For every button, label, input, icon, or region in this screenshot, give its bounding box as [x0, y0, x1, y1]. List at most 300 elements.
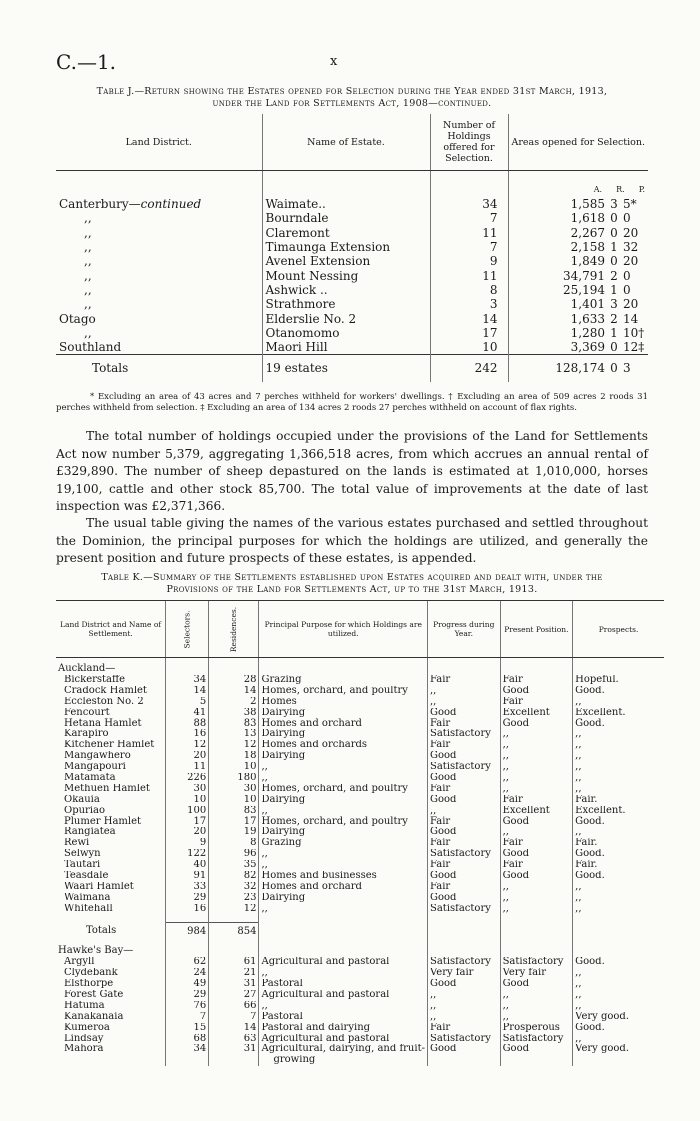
- selectors-cell: 16: [166, 904, 209, 915]
- blank-cell: [166, 658, 209, 675]
- purpose-cell: Dairying: [259, 751, 428, 762]
- estate-cell: [262, 297, 430, 311]
- purpose-cell: ,,: [259, 968, 428, 979]
- purpose-cell: Agricultural and pastoral: [259, 990, 428, 1001]
- settlement-name: Argyll: [64, 957, 95, 968]
- purpose-cell: Pastoral: [259, 1012, 428, 1023]
- estate-cell: [262, 326, 430, 340]
- settlement-name: Waari Hamlet: [64, 881, 134, 892]
- settlement-row: [56, 806, 664, 817]
- blank-cell: [209, 914, 259, 923]
- area-roods: 2: [610, 268, 618, 283]
- settlement-name: Fencourt: [64, 707, 110, 718]
- settlement-row: [56, 871, 664, 882]
- units-arp: [508, 171, 648, 198]
- settlement-name: Karapiro: [64, 729, 109, 740]
- residences-cell: 83: [209, 718, 259, 729]
- purpose-cell: Agricultural and pastoral: [259, 957, 428, 968]
- progress-cell: Satisfactory: [427, 1034, 500, 1045]
- district-name: ,,: [84, 211, 92, 226]
- table-row: [56, 283, 648, 297]
- purpose-cell: Homes, orchard, and poultry: [259, 816, 428, 827]
- position-cell: Good: [500, 1044, 573, 1055]
- district-cell: [56, 211, 262, 225]
- progress-cell: Fair: [427, 675, 500, 686]
- prospects-cell: Very good.: [573, 1012, 664, 1023]
- settlement-name: Eccleston No. 2: [64, 696, 144, 707]
- purpose-cell: Homes and orchards: [259, 740, 428, 751]
- purpose-cell: Pastoral: [259, 979, 428, 990]
- district-cell: [56, 326, 262, 340]
- totals-acres: 128,174: [555, 361, 605, 376]
- estate-cell-text: Claremont: [265, 225, 330, 240]
- progress-cell: Satisfactory: [427, 762, 500, 773]
- purpose-cell: ,,: [259, 860, 428, 871]
- residences-cell: 2: [209, 697, 259, 708]
- selectors-cell: 40: [166, 860, 209, 871]
- purpose-cell: Grazing: [259, 838, 428, 849]
- col-progress: Progress during Year.: [427, 601, 500, 658]
- purpose-cell: ,,: [259, 806, 428, 817]
- prospects-cell: Fair.: [573, 860, 664, 871]
- area-roods: 3: [610, 297, 618, 312]
- settlement-name: Mahora: [64, 1044, 104, 1055]
- purpose-cell: Pastoral and dairying: [259, 1023, 428, 1034]
- settlement-row: [56, 773, 664, 784]
- purpose-cell: ,,: [259, 849, 428, 860]
- area-roods: 0: [610, 254, 618, 269]
- area-perches: 0: [623, 211, 631, 226]
- blank-cell: [427, 658, 500, 675]
- settlement-name: Kumeroa: [64, 1022, 110, 1033]
- selectors-cell: 29: [166, 990, 209, 1001]
- settlement-name: Hatuma: [64, 1000, 105, 1011]
- district-cell: [56, 197, 262, 211]
- blank-cell: [259, 923, 428, 940]
- district-name: ,,: [84, 268, 92, 283]
- progress-cell: Very fair: [427, 968, 500, 979]
- settlement-row: [56, 957, 664, 968]
- progress-cell: Fair: [427, 860, 500, 871]
- selectors-cell: 33: [166, 882, 209, 893]
- position-cell: ,,: [500, 990, 573, 1001]
- col-estate: Name of Estate.: [262, 114, 430, 171]
- settlement-row: [56, 816, 664, 827]
- district-cell: [56, 226, 262, 240]
- selectors-cell: 30: [166, 784, 209, 795]
- purpose-cell: Homes, orchard, and poultry: [259, 686, 428, 697]
- selectors-cell: 68: [166, 1034, 209, 1045]
- settlement-name: Mangapouri: [64, 762, 126, 773]
- settlement-name: Methuen Hamlet: [64, 783, 150, 794]
- estate-cell: [262, 211, 430, 225]
- progress-cell: Fair: [427, 816, 500, 827]
- col-position: Present Position.: [500, 601, 573, 658]
- residences-cell: 10: [209, 795, 259, 806]
- residences-cell: 31: [209, 979, 259, 990]
- prospects-cell: Fair.: [573, 838, 664, 849]
- area-perches: 0: [623, 282, 631, 297]
- settlement-name: Elsthorpe: [64, 979, 114, 990]
- auckland-heading-label: Auckland—: [58, 663, 116, 675]
- settlement-name: Tautari: [64, 860, 101, 871]
- district-cell: [56, 311, 262, 325]
- area-cell: [508, 311, 648, 325]
- district-name: ,,: [84, 325, 92, 340]
- settlement-name: Plumer Hamlet: [64, 816, 142, 827]
- blank-cell: [209, 940, 259, 957]
- selectors-cell: 62: [166, 957, 209, 968]
- area-cell: [508, 211, 648, 225]
- estate-cell: [262, 240, 430, 254]
- units-blank-3: [430, 171, 508, 198]
- residences-cell: 8: [209, 838, 259, 849]
- area-acres: 1,585: [570, 197, 605, 212]
- settlement-row: [56, 827, 664, 838]
- residences-cell: 12: [209, 904, 259, 915]
- district-cell: [56, 268, 262, 282]
- position-cell: ,,: [500, 827, 573, 838]
- settlement-name: Selwyn: [64, 849, 101, 860]
- settlement-name: Opuriao: [64, 805, 106, 816]
- area-acres: 2,267: [570, 225, 605, 240]
- prospects-cell: ,,: [573, 893, 664, 904]
- holdings-cell: 17: [430, 326, 508, 340]
- blank-cell: [500, 923, 573, 940]
- settlement-row: [56, 849, 664, 860]
- position-cell: ,,: [500, 1001, 573, 1012]
- progress-cell: Satisfactory: [427, 957, 500, 968]
- prospects-cell: ,,: [573, 1034, 664, 1045]
- prospects-cell: ,,: [573, 773, 664, 784]
- area-roods: 1: [610, 282, 618, 297]
- selectors-cell: 91: [166, 871, 209, 882]
- holdings-cell: 10: [430, 340, 508, 355]
- table-k-title-line2: Provisions of the Land for Settlements Act, up to the 31st March, 1913.: [166, 584, 538, 595]
- estate-cell: [262, 197, 430, 211]
- area-cell: [508, 340, 648, 355]
- prospects-cell: ,,: [573, 784, 664, 795]
- purpose-cell: ,,: [259, 762, 428, 773]
- blank-cell: [573, 658, 664, 675]
- prospects-cell: ,,: [573, 882, 664, 893]
- area-perches: 10†: [623, 325, 645, 340]
- totals-roods: 0: [610, 361, 618, 376]
- progress-cell: Fair: [427, 1023, 500, 1034]
- settlement-row: [56, 968, 664, 979]
- district-cell: [56, 254, 262, 268]
- settlement-row: [56, 751, 664, 762]
- selectors-cell: 88: [166, 718, 209, 729]
- blank-cell: [427, 940, 500, 957]
- progress-cell: ,,: [427, 990, 500, 1001]
- settlement-row: [56, 1001, 664, 1012]
- area-perches: 5*: [623, 197, 637, 212]
- area-roods: 0: [610, 340, 618, 355]
- area-cell: [508, 240, 648, 254]
- area-cell: [508, 268, 648, 282]
- position-cell: Good: [500, 849, 573, 860]
- progress-cell: Good: [427, 893, 500, 904]
- auckland-totals-selectors: 984: [166, 923, 209, 940]
- units-blank-2: [262, 171, 430, 198]
- selectors-cell: 10: [166, 795, 209, 806]
- area-cell: [508, 226, 648, 240]
- holdings-cell: 7: [430, 240, 508, 254]
- table-j-title-line1: Table J.—Return showing the Estates opened for Selection during the Year ended 31st March, 1913,: [96, 86, 608, 97]
- residences-cell: 31: [209, 1044, 259, 1055]
- settlement-row: [56, 675, 664, 686]
- selectors-cell: 24: [166, 968, 209, 979]
- page-number: x: [330, 54, 338, 69]
- purpose-cell: Homes and orchard: [259, 718, 428, 729]
- blank-cell: [573, 923, 664, 940]
- progress-cell: Good: [427, 751, 500, 762]
- spacer-row: [56, 914, 664, 923]
- table-k: [56, 600, 664, 1066]
- selectors-cell: 5: [166, 697, 209, 708]
- table-row: [56, 268, 648, 282]
- area-roods: 1: [610, 240, 618, 255]
- purpose-cell: ,,: [259, 773, 428, 784]
- page-header: [56, 50, 636, 74]
- position-cell: ,,: [500, 762, 573, 773]
- position-cell: Fair: [500, 675, 573, 686]
- settlement-name: Matamata: [64, 772, 116, 783]
- estate-cell-text: Mount Nessing: [265, 268, 359, 283]
- prospects-cell: ,,: [573, 697, 664, 708]
- purpose-cell: Homes, orchard, and poultry: [259, 784, 428, 795]
- settlement-row: [56, 686, 664, 697]
- totals-area: [508, 355, 648, 382]
- table-j-units-row: [56, 171, 648, 198]
- residences-cell: 21: [209, 968, 259, 979]
- settlement-name: Hetana Hamlet: [64, 718, 142, 729]
- unit-p: P.: [638, 185, 645, 194]
- progress-cell: ,,: [427, 1001, 500, 1012]
- estate-cell-text: Maori Hill: [265, 340, 328, 355]
- selectors-cell: 122: [166, 849, 209, 860]
- position-cell: Fair: [500, 860, 573, 871]
- area-perches: 20: [623, 297, 639, 312]
- prospects-cell: ,,: [573, 979, 664, 990]
- residences-cell: 23: [209, 893, 259, 904]
- progress-cell: Fair: [427, 740, 500, 751]
- position-cell: Fair: [500, 795, 573, 806]
- position-cell: Fair: [500, 697, 573, 708]
- estate-cell-text: Timaunga Extension: [265, 240, 391, 255]
- purpose-cell: Agricultural and pastoral: [259, 1034, 428, 1045]
- hawkes-bay-heading: [56, 940, 664, 957]
- selectors-cell: 20: [166, 827, 209, 838]
- settlement-name: Okauia: [64, 794, 100, 805]
- position-cell: Fair: [500, 838, 573, 849]
- area-acres: 1,280: [570, 325, 605, 340]
- estate-cell: [262, 340, 430, 355]
- selectors-cell: 76: [166, 1001, 209, 1012]
- auckland-totals-row: [56, 923, 664, 940]
- area-acres: 25,194: [563, 282, 605, 297]
- settlement-name: Waimana: [64, 892, 111, 903]
- table-j-body: [56, 171, 648, 382]
- blank-cell: [166, 940, 209, 957]
- settlement-row: [56, 784, 664, 795]
- totals-row: [56, 355, 648, 382]
- progress-cell: Good: [427, 827, 500, 838]
- area-acres: 1,401: [570, 297, 605, 312]
- blank-cell: [427, 1055, 500, 1066]
- position-cell: Excellent: [500, 708, 573, 719]
- selectors-cell: 15: [166, 1023, 209, 1034]
- settlement-row: [56, 893, 664, 904]
- settlement-name: Bickerstaffe: [64, 674, 126, 685]
- estate-cell: [262, 268, 430, 282]
- settlement-name: Lindsay: [64, 1033, 104, 1044]
- area-cell: [508, 297, 648, 311]
- prospects-cell: ,,: [573, 751, 664, 762]
- area-roods: 3: [610, 197, 618, 212]
- position-cell: Good: [500, 686, 573, 697]
- area-perches: 20: [623, 254, 639, 269]
- position-cell: ,,: [500, 893, 573, 904]
- mahora-continuation-row: [56, 1055, 664, 1066]
- district-name: Southland: [59, 340, 122, 355]
- district-name: Otago: [59, 311, 96, 326]
- blank-cell: [166, 914, 209, 923]
- area-perches: 14: [623, 311, 639, 326]
- position-cell: Prosperous: [500, 1023, 573, 1034]
- progress-cell: Good: [427, 871, 500, 882]
- selectors-cell: 14: [166, 686, 209, 697]
- district-name: ,,: [84, 254, 92, 269]
- district-name: ,,: [84, 225, 92, 240]
- blank-cell: [166, 1055, 209, 1066]
- selectors-cell: 34: [166, 1044, 209, 1055]
- holdings-cell: 14: [430, 311, 508, 325]
- blank-cell: [427, 914, 500, 923]
- district-cell: [56, 283, 262, 297]
- area-acres: 1,618: [570, 211, 605, 226]
- district-continued: continued: [140, 197, 202, 212]
- position-cell: ,,: [500, 729, 573, 740]
- table-row: [56, 211, 648, 225]
- progress-cell: ,,: [427, 1012, 500, 1023]
- settlement-row: [56, 762, 664, 773]
- purpose-continuation: growing: [259, 1055, 428, 1066]
- area-acres: 1,633: [570, 311, 605, 326]
- table-k-title: [56, 572, 648, 596]
- holdings-cell: 9: [430, 254, 508, 268]
- prospects-cell: ,,: [573, 968, 664, 979]
- selectors-cell: 226: [166, 773, 209, 784]
- progress-cell: Satisfactory: [427, 729, 500, 740]
- district-name: ,,: [84, 282, 92, 297]
- purpose-cell: Dairying: [259, 893, 428, 904]
- table-row: [56, 240, 648, 254]
- settlement-row: [56, 979, 664, 990]
- prospects-cell: Excellent.: [573, 806, 664, 817]
- estate-cell: [262, 254, 430, 268]
- area-acres: 2,158: [570, 240, 605, 255]
- col-land-district: Land District.: [56, 114, 262, 171]
- selectors-cell: 16: [166, 729, 209, 740]
- col-holdings: Number of Holdings offered for Selection.: [430, 114, 508, 171]
- prospects-cell: Good.: [573, 1023, 664, 1034]
- auckland-totals-residences: 854: [209, 923, 259, 940]
- unit-a: A.: [593, 185, 603, 194]
- progress-cell: Good: [427, 708, 500, 719]
- hawkes-bay-heading-label: Hawke's Bay—: [58, 945, 134, 957]
- prospects-cell: ,,: [573, 1001, 664, 1012]
- holdings-cell: 7: [430, 211, 508, 225]
- residences-cell: 30: [209, 784, 259, 795]
- settlement-row: [56, 729, 664, 740]
- progress-cell: Fair: [427, 838, 500, 849]
- table-row: [56, 254, 648, 268]
- selectors-cell: 34: [166, 675, 209, 686]
- table-row: [56, 340, 648, 355]
- paragraph-table-intro: The usual table giving the names of the various estates purchased and settled throughout the Dominion, the principal purposes for which the holdings are utilized, and generally the present position and future prospects of these estates, is appended.: [56, 516, 648, 565]
- area-acres: 34,791: [563, 268, 605, 283]
- prospects-cell: Very good.: [573, 1044, 664, 1055]
- prospects-cell: ,,: [573, 990, 664, 1001]
- purpose-cell: Dairying: [259, 827, 428, 838]
- settlement-row: [56, 990, 664, 1001]
- position-cell: Excellent: [500, 806, 573, 817]
- blank-cell: [573, 940, 664, 957]
- progress-cell: Fair: [427, 718, 500, 729]
- residences-cell: 32: [209, 882, 259, 893]
- settlement-name: Clydebank: [64, 968, 118, 979]
- settlement-row: [56, 1034, 664, 1045]
- units-blank-1: [56, 171, 262, 198]
- blank-cell: [209, 658, 259, 675]
- prospects-cell: Good.: [573, 849, 664, 860]
- selectors-cell: 49: [166, 979, 209, 990]
- auckland-heading: [56, 658, 664, 675]
- purpose-cell: ,,: [259, 1001, 428, 1012]
- residences-cell: 18: [209, 751, 259, 762]
- district-cell: [56, 240, 262, 254]
- settlement-name: Teasdale: [64, 870, 109, 881]
- district-name: Canterbury—continued: [59, 197, 202, 212]
- paragraph-holdings: The total number of holdings occupied under the provisions of the Land for Settlements Act now number 5,379, aggregating 1,366,518 acres, from which accrues an annual rental of £329,890. The number of sheep depastured on the lands is estimated at 1,010,000, horses 19,100, cattle and other stock 85,700. The total value of improvements at the date of last inspection was £2,371,366.: [56, 429, 648, 513]
- residences-cell: 27: [209, 990, 259, 1001]
- district-name: ,,: [84, 297, 92, 312]
- purpose-cell: Homes and businesses: [259, 871, 428, 882]
- settlement-row: [56, 882, 664, 893]
- estate-cell-text: Avenel Extension: [265, 254, 371, 269]
- residences-cell: 12: [209, 740, 259, 751]
- totals-perches: 3: [623, 361, 631, 376]
- table-j: [56, 114, 648, 382]
- area-acres: 3,369: [570, 340, 605, 355]
- position-cell: Good: [500, 979, 573, 990]
- progress-cell: ,,: [427, 686, 500, 697]
- auckland-totals-label: Totals: [86, 925, 117, 937]
- selectors-cell: 12: [166, 740, 209, 751]
- estate-cell-text: Otanomomo: [265, 325, 340, 340]
- holdings-cell: 8: [430, 283, 508, 297]
- progress-cell: Good: [427, 795, 500, 806]
- blank-cell: [500, 1055, 573, 1066]
- blank-cell: [500, 940, 573, 957]
- table-row: [56, 326, 648, 340]
- purpose-cell: Homes: [259, 697, 428, 708]
- area-perches: 12‡: [623, 340, 645, 355]
- unit-r: R.: [616, 185, 625, 194]
- area-roods: 1: [610, 325, 618, 340]
